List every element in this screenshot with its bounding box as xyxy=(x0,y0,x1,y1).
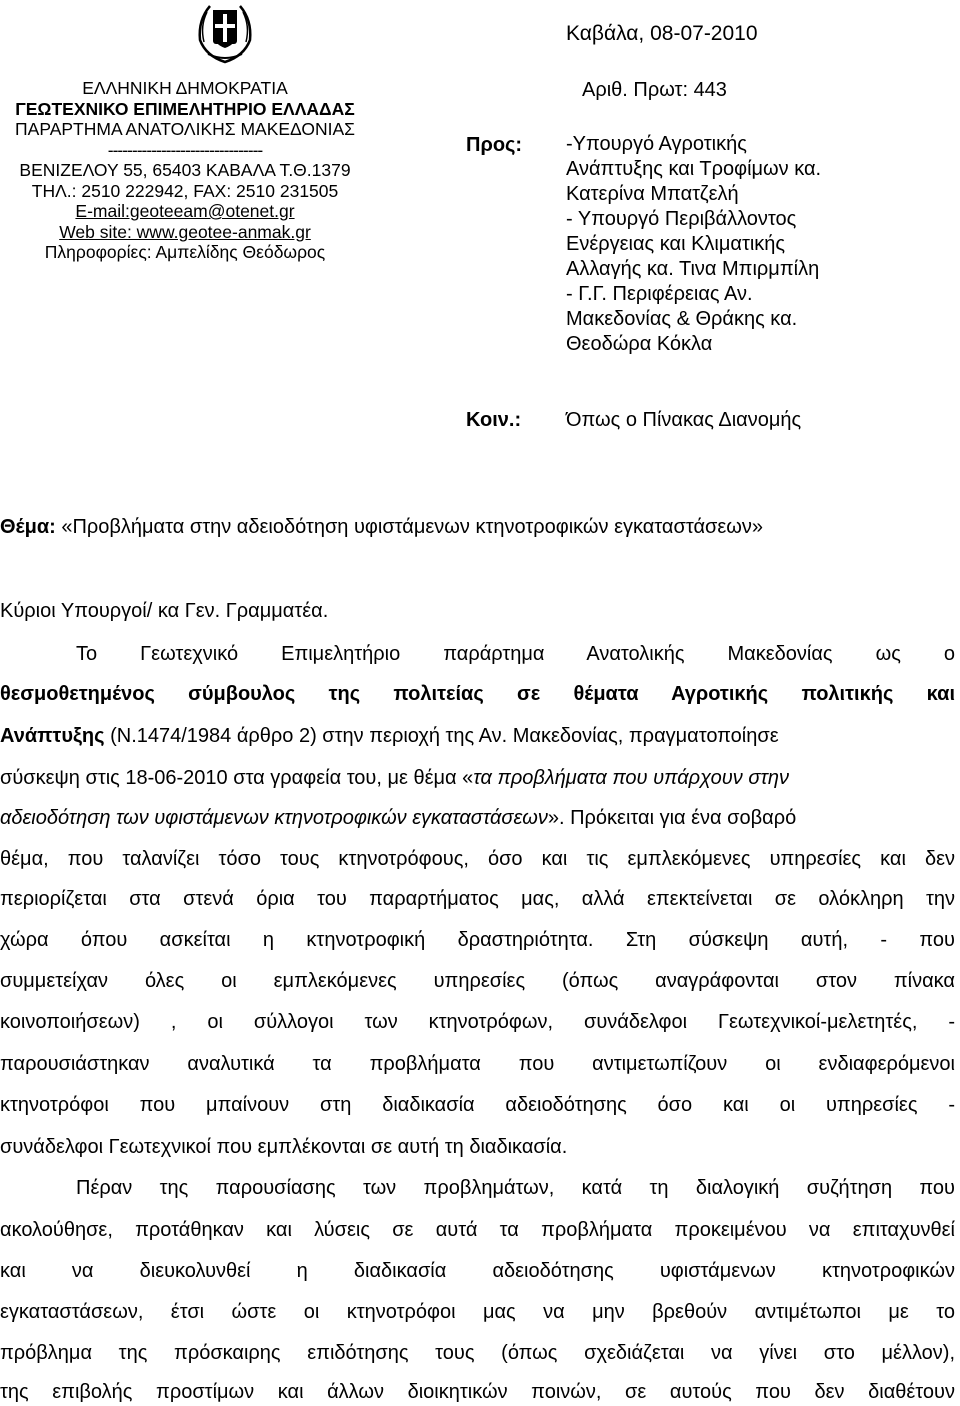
subject-text: «Προβλήματα στην αδειοδότηση υφιστάμενων κτηνοτροφικών εγκαταστάσεων» xyxy=(61,516,764,538)
body-italic-fragment: τα προβλήματα που υπάρχουν στην xyxy=(473,767,789,789)
body-line: περιορίζεται στα στενά όρια του παραρτήματος μας, αλλά επεκτείνεται σε ολόκληρη την xyxy=(0,888,955,910)
subject-line xyxy=(0,516,763,539)
body-line: της επιβολής προστίμων και άλλων διοικητικών ποινών, σε αυτούς που δεν διαθέτουν xyxy=(0,1381,955,1403)
letter-date: Καβάλα, 08-07-2010 xyxy=(566,22,758,45)
sender-separator: -------------------------------- xyxy=(107,139,263,160)
recipient-line: - Υπουργό Περιβάλλοντος xyxy=(566,208,797,230)
body-line xyxy=(0,722,955,750)
sender-email-link[interactable]: E-mail:geoteeam@otenet.gr xyxy=(75,201,295,221)
recipient-line: Κατερίνα Μπατζελή xyxy=(566,183,739,205)
body-line: συμμετείχαν όλες οι εμπλεκόμενες υπηρεσίες (όπως αναγράφονται στον πίνακα xyxy=(0,970,955,992)
sender-branch: ΠΑΡΑΡΤΗΜΑ ΑΝΑΤΟΛΙΚΗΣ ΜΑΚΕΔΟΝΙΑΣ xyxy=(15,119,355,139)
body-line: παρουσιάστηκαν αναλυτικά τα προβλήματα που αντιμετωπίζουν οι ενδιαφερόμενοι xyxy=(0,1053,955,1075)
body-line: Το Γεωτεχνικό Επιμελητήριο παράρτημα Ανατολικής Μακεδονίας ως ο xyxy=(76,643,955,665)
recipient-line: Θεοδώρα Κόκλα xyxy=(566,333,713,355)
recipient-line: Αλλαγής κα. Τινα Μπιρμπίλη xyxy=(566,258,820,280)
body-line: χώρα όπου ασκείται η κτηνοτροφική δραστηριότητα. Στη σύσκεψη αυτή, - που xyxy=(0,929,955,951)
recipient-line: Μακεδονίας & Θράκης κα. xyxy=(566,308,798,330)
sender-contact-person: Πληροφορίες: Αμπελίδης Θεόδωρος xyxy=(44,242,326,262)
recipient-line: -Υπουργό Αγροτικής xyxy=(566,133,747,155)
body-line: συνάδελφοι Γεωτεχνικοί που εμπλέκονται σε αυτή τη διαδικασία. xyxy=(0,1136,568,1158)
body-line: θεσμοθετημένος σύμβουλος της πολιτείας σε θέματα Αγροτικής πολιτικής και xyxy=(0,683,955,705)
sender-country: ΕΛΛΗΝΙΚΗ ΔΗΜΟΚΡΑΤΙΑ xyxy=(82,78,288,98)
recipient-line: - Γ.Γ. Περιφέρειας Αν. xyxy=(566,283,753,305)
body-line xyxy=(0,764,955,792)
body-line xyxy=(0,804,955,832)
sender-organization: ΓΕΩΤΕΧΝΙΚΟ ΕΠΙΜΕΛΗΤΗΡΙΟ ΕΛΛΑΔΑΣ xyxy=(15,98,355,119)
body-line: Πέραν της παρουσίασης των προβλημάτων, κατά τη διαλογική συζήτηση που xyxy=(76,1177,955,1199)
sender-block xyxy=(0,78,370,263)
body-line: και να διευκολυνθεί η διαδικασία αδειοδότησης υφιστάμενων κτηνοτροφικών xyxy=(0,1260,955,1282)
body-line: θέμα, που ταλανίζει τόσο τους κτηνοτρόφους, όσο και τις εμπλεκόμενες υπηρεσίες και δεν xyxy=(0,848,955,870)
body-fragment: (Ν.1474/1984 άρθρο 2) στην περιοχή της Αν. Μακεδονίας, πραγματοποίησε xyxy=(104,725,779,747)
protocol-number: Αριθ. Πρωτ: 443 xyxy=(582,79,727,101)
recipients-list xyxy=(566,132,886,357)
sender-address: ΒΕΝΙΖΕΛΟΥ 55, 65403 ΚΑΒΑΛΑ Τ.Θ.1379 xyxy=(19,160,351,180)
recipient-line: Ανάπτυξης και Τροφίμων κα. xyxy=(566,158,822,180)
body-line: κτηνοτρόφοι που μπαίνουν στη διαδικασία αδειοδότησης όσο και οι υπηρεσίες - xyxy=(0,1094,955,1116)
sender-phone-fax: ΤΗΛ.: 2510 222942, FAX: 2510 231505 xyxy=(31,180,339,201)
subject-label: Θέμα: xyxy=(0,516,56,538)
coat-of-arms-icon xyxy=(190,0,260,64)
body-fragment: ». Πρόκειται για ένα σοβαρό xyxy=(547,807,797,829)
body-line: κοινοποιήσεων) , οι σύλλογοι των κτηνοτρόφων, συνάδελφοι Γεωτεχνικοί-μελετητές, - xyxy=(0,1011,955,1033)
body-italic-fragment: αδειοδότηση των υφιστάμενων κτηνοτροφικών εγκαταστάσεων xyxy=(0,807,548,829)
body-line: πρόβλημα της πρόσκαιρης επιδότησης τους (όπως σχεδιάζεται να γίνει στο μέλλον), xyxy=(0,1342,955,1364)
recipients-label: Προς: xyxy=(466,134,523,156)
recipient-line: Ενέργειας και Κλιματικής xyxy=(566,233,786,255)
body-fragment: σύσκεψη στις 18-06-2010 στα γραφεία του, με θέμα « xyxy=(0,767,474,789)
sender-website-link[interactable]: Web site: www.geotee-anmak.gr xyxy=(59,221,311,242)
body-bold-fragment: Ανάπτυξης xyxy=(0,725,105,747)
cc-value: Όπως ο Πίνακας Διανομής xyxy=(566,409,802,431)
body-line: εγκαταστάσεων, έτσι ώστε οι κτηνοτρόφοι μας να μην βρεθούν αντιμέτωποι με το xyxy=(0,1301,955,1323)
greeting: Κύριοι Υπουργοί/ κα Γεν. Γραμματέα. xyxy=(0,600,329,622)
body-line: ακολούθησε, προτάθηκαν και λύσεις σε αυτά τα προβλήματα προκειμένου να επιταχυνθεί xyxy=(0,1219,955,1241)
cc-label: Κοιν.: xyxy=(466,409,522,431)
